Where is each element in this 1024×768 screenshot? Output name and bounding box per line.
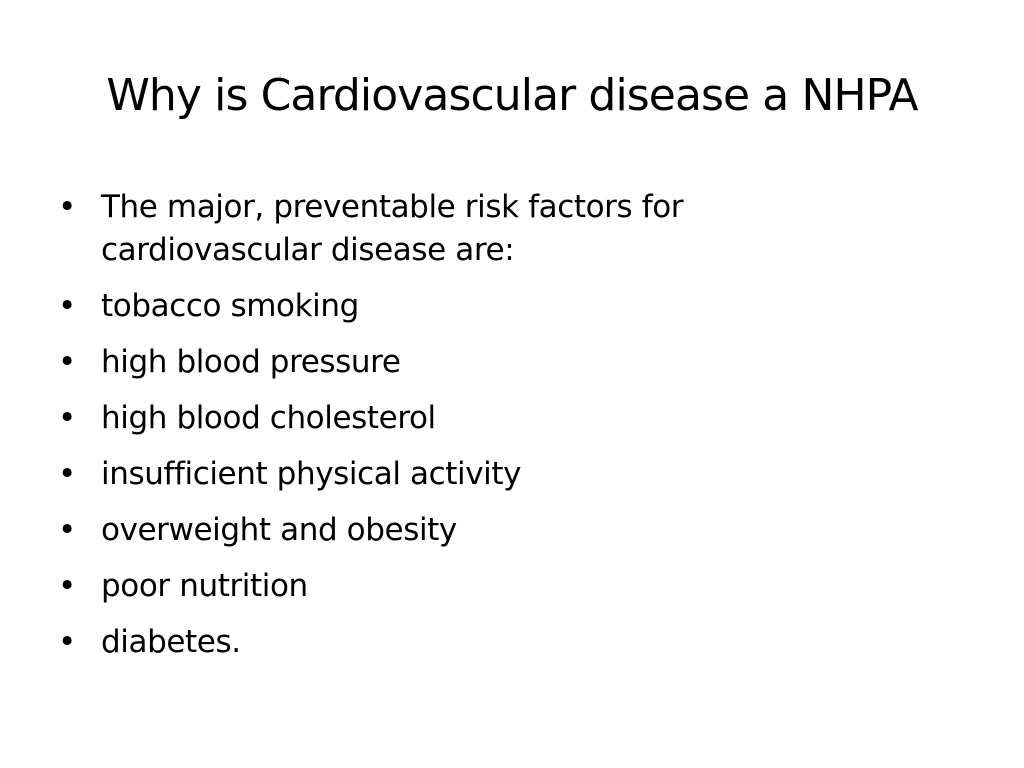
bullet-icon: • (58, 456, 76, 492)
bullet-item (58, 186, 818, 272)
bullet-icon: • (58, 344, 76, 380)
bullet-item (58, 509, 818, 552)
bullet-icon: • (58, 288, 76, 324)
bullet-icon: • (58, 568, 76, 604)
bullet-item (58, 341, 818, 384)
bullet-item (58, 621, 818, 664)
bullet-text: overweight and obesity (101, 512, 457, 548)
bullet-text: The major, preventable risk factors for cardiovascular disease are: (101, 189, 684, 268)
bullet-text: high blood pressure (101, 344, 401, 380)
bullet-list (58, 186, 818, 677)
bullet-text: high blood cholesterol (101, 400, 436, 436)
slide-title: Why is Cardiovascular disease a NHPA (106, 70, 918, 121)
bullet-text: insufficient physical activity (101, 456, 522, 492)
bullet-icon: • (58, 189, 76, 225)
bullet-icon: • (58, 400, 76, 436)
bullet-item (58, 565, 818, 608)
bullet-item (58, 285, 818, 328)
bullet-icon: • (58, 512, 76, 548)
bullet-text: poor nutrition (101, 568, 308, 604)
bullet-text: diabetes. (101, 624, 241, 660)
bullet-icon: • (58, 624, 76, 660)
bullet-item (58, 397, 818, 440)
bullet-item (58, 453, 818, 496)
bullet-text: tobacco smoking (101, 288, 359, 324)
